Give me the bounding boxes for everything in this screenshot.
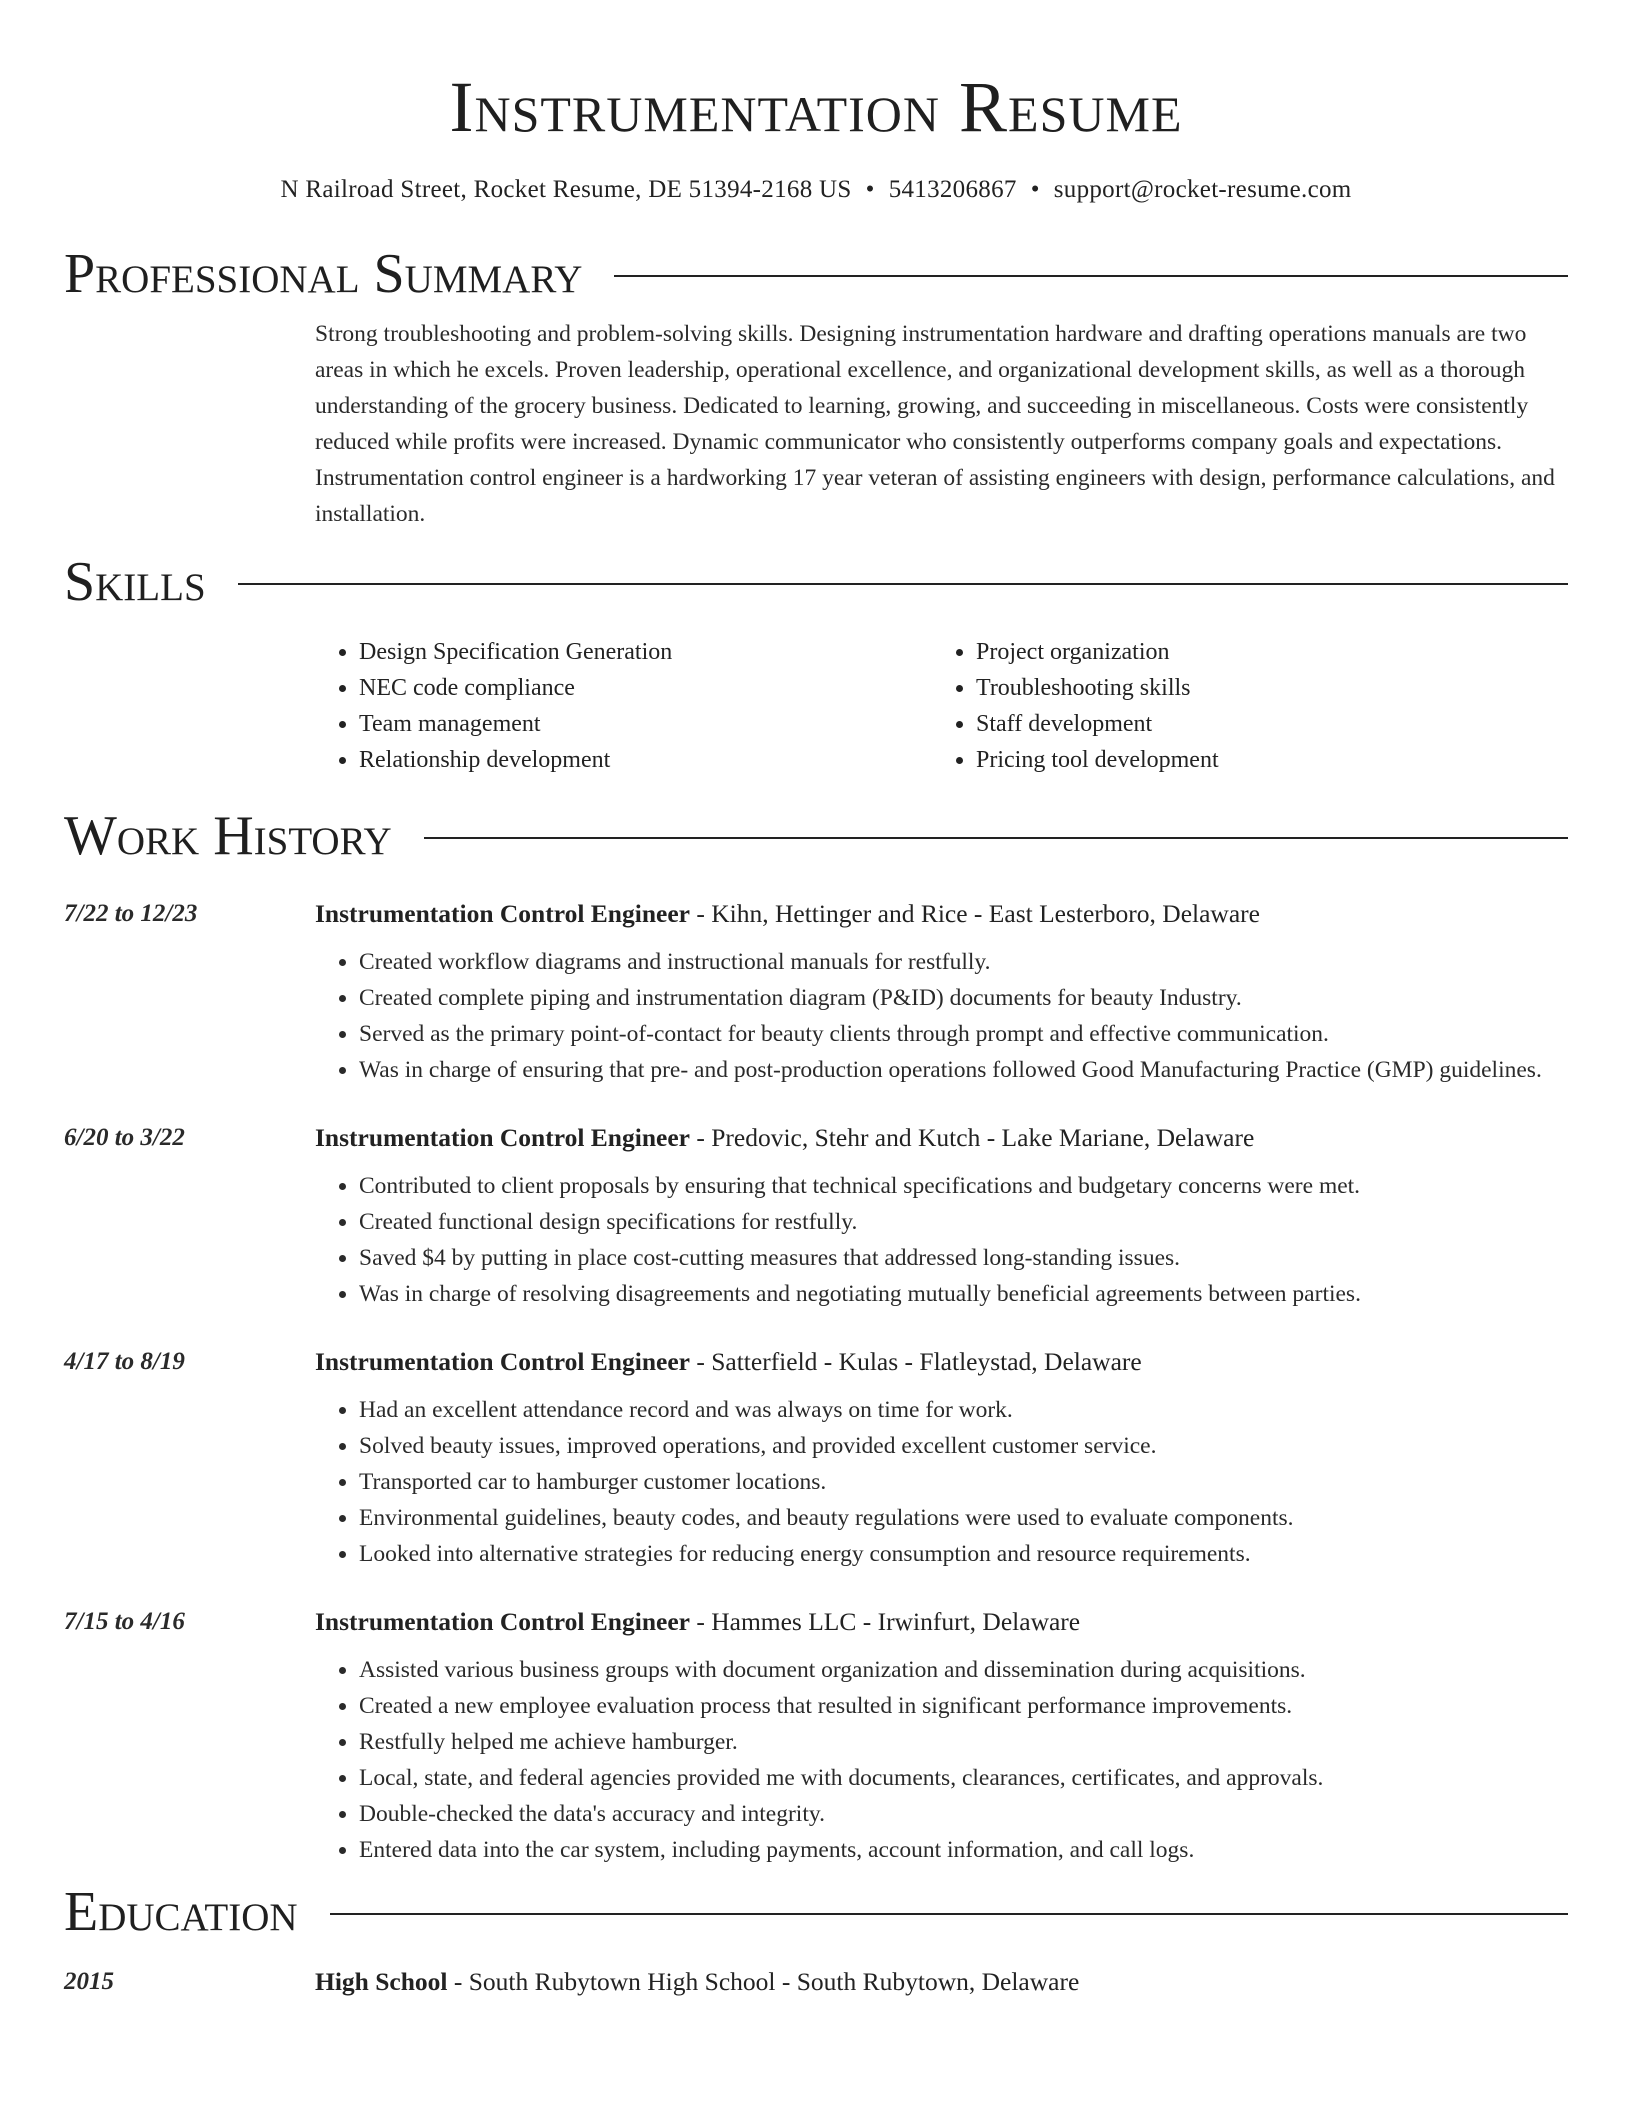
education-entry <box>64 1962 1568 2002</box>
job-date: 6/20 to 3/22 <box>64 1124 185 1151</box>
section-divider <box>238 583 1568 585</box>
skills-column-left <box>315 634 932 778</box>
job-body <box>315 1602 1568 1868</box>
skill-item: • Relationship development <box>359 742 932 778</box>
skills-section-title: Skills <box>64 551 206 613</box>
job-bullet: • Created workflow diagrams and instructional manuals for restfully. <box>359 944 1568 980</box>
job-bullet: • Transported car to hamburger customer locations. <box>359 1464 1568 1500</box>
job-title-line <box>315 894 1568 934</box>
job-bullet: • Created a new employee evaluation process that resulted in significant performance improvements. <box>359 1688 1568 1724</box>
contact-separator: • <box>1030 176 1040 203</box>
job-bullet: • Looked into alternative strategies for reducing energy consumption and resource requirements. <box>359 1536 1568 1572</box>
job-date: 7/22 to 12/23 <box>64 900 198 927</box>
skills-column-right <box>932 634 1549 778</box>
job-bullet: • Had an excellent attendance record and was always on time for work. <box>359 1392 1568 1428</box>
job-bullet: • Local, state, and federal agencies provided me with documents, clearances, certificates, and approvals. <box>359 1760 1568 1796</box>
skill-item: • NEC code compliance <box>359 670 932 706</box>
education-section-header <box>64 1876 1568 1948</box>
job-title-line <box>315 1118 1568 1158</box>
skill-item: • Pricing tool development <box>976 742 1549 778</box>
job-bullet: • Created functional design specifications for restfully. <box>359 1204 1568 1240</box>
section-divider <box>424 837 1568 839</box>
summary-text: Strong troubleshooting and problem-solving skills. Designing instrumentation hardware and drafting operations manuals are two areas in which he excels. Proven leadership, operational excellence, and organizational development skills, as well as a thorough understanding of the grocery business. Dedicated to learning, growing, and succeeding in miscellaneous. Costs were consistently reduced while profits were increased. Dynamic communicator who consistently outperforms company goals and expectations. Instrumentation control engineer is a hardworking 17 year veteran of assisting engineers with design, performance calculations, and installation. <box>315 321 1555 527</box>
work-history-list <box>64 894 1568 1868</box>
job-bullet: • Entered data into the car system, including payments, account information, and call logs. <box>359 1832 1568 1868</box>
skills-section-header <box>64 546 1568 618</box>
job-body <box>315 894 1568 1088</box>
job-entry <box>64 1602 1568 1868</box>
job-bullets <box>315 1652 1568 1868</box>
job-bullet: • Assisted various business groups with document organization and dissemination during acquisitions. <box>359 1652 1568 1688</box>
job-company-location: - Predovic, Stehr and Kutch - Lake Mariane, Delaware <box>689 1123 1255 1152</box>
job-bullet: • Was in charge of ensuring that pre- and post-production operations followed Good Manufacturing Practice (GMP) guidelines. <box>359 1052 1568 1088</box>
resume-title: Instrumentation Resume <box>449 67 1183 147</box>
job-date: 7/15 to 4/16 <box>64 1608 185 1635</box>
education-degree: High School <box>315 1967 448 1996</box>
job-company-location: - Hammes LLC - Irwinfurt, Delaware <box>689 1607 1081 1636</box>
job-body <box>315 1118 1568 1312</box>
education-school-location: - South Rubytown High School - South Rubytown, Delaware <box>447 1967 1080 1996</box>
job-bullet: • Restfully helped me achieve hamburger. <box>359 1724 1568 1760</box>
resume-page <box>64 0 1568 2002</box>
summary-section-header <box>64 238 1568 310</box>
skill-item: • Project organization <box>976 634 1549 670</box>
education-section-title: Education <box>64 1881 298 1943</box>
job-bullet: • Double-checked the data's accuracy and integrity. <box>359 1796 1568 1832</box>
job-role: Instrumentation Control Engineer <box>315 1123 690 1152</box>
job-bullet: • Served as the primary point-of-contact for beauty clients through prompt and effective communication. <box>359 1016 1568 1052</box>
job-bullet: • Solved beauty issues, improved operations, and provided excellent customer service. <box>359 1428 1568 1464</box>
job-bullet: • Was in charge of resolving disagreements and negotiating mutually beneficial agreements between parties. <box>359 1276 1568 1312</box>
job-company-location: - Satterfield - Kulas - Flatleystad, Delaware <box>689 1347 1142 1376</box>
job-body <box>315 1342 1568 1572</box>
education-list <box>64 1962 1568 2002</box>
work-section-header <box>64 800 1568 872</box>
job-role: Instrumentation Control Engineer <box>315 1607 690 1636</box>
section-divider <box>614 275 1568 277</box>
job-bullets <box>315 944 1568 1088</box>
job-title-line <box>315 1602 1568 1642</box>
education-date: 2015 <box>64 1968 114 1995</box>
contact-email: support@rocket-resume.com <box>1053 176 1352 203</box>
job-entry <box>64 894 1568 1088</box>
job-bullets <box>315 1392 1568 1572</box>
skill-item: • Team management <box>359 706 932 742</box>
contact-line <box>64 170 1568 210</box>
skills-list <box>315 634 1568 778</box>
job-bullet: • Contributed to client proposals by ensuring that technical specifications and budgetary concerns were met. <box>359 1168 1568 1204</box>
job-bullets <box>315 1168 1568 1312</box>
job-title-line <box>315 1342 1568 1382</box>
contact-address: N Railroad Street, Rocket Resume, DE 51394-2168 US <box>280 176 852 203</box>
education-title-line <box>315 1962 1568 2002</box>
job-bullet: • Saved $4 by putting in place cost-cutting measures that addressed long-standing issues. <box>359 1240 1568 1276</box>
job-entry <box>64 1118 1568 1312</box>
job-role: Instrumentation Control Engineer <box>315 899 690 928</box>
skill-item: • Troubleshooting skills <box>976 670 1549 706</box>
job-bullet: • Created complete piping and instrumentation diagram (P&ID) documents for beauty Industry. <box>359 980 1568 1016</box>
work-section-title: Work History <box>64 805 392 867</box>
job-company-location: - Kihn, Hettinger and Rice - East Lesterboro, Delaware <box>689 899 1260 928</box>
summary-section-title: Professional Summary <box>64 243 583 305</box>
job-date: 4/17 to 8/19 <box>64 1348 185 1375</box>
education-body <box>315 1962 1568 2002</box>
contact-phone: 5413206867 <box>888 176 1017 203</box>
contact-separator: • <box>865 176 875 203</box>
skill-item: • Design Specification Generation <box>359 634 932 670</box>
job-role: Instrumentation Control Engineer <box>315 1347 690 1376</box>
section-divider <box>330 1913 1568 1915</box>
job-entry <box>64 1342 1568 1572</box>
skill-item: • Staff development <box>976 706 1549 742</box>
job-bullet: • Environmental guidelines, beauty codes, and beauty regulations were used to evaluate components. <box>359 1500 1568 1536</box>
